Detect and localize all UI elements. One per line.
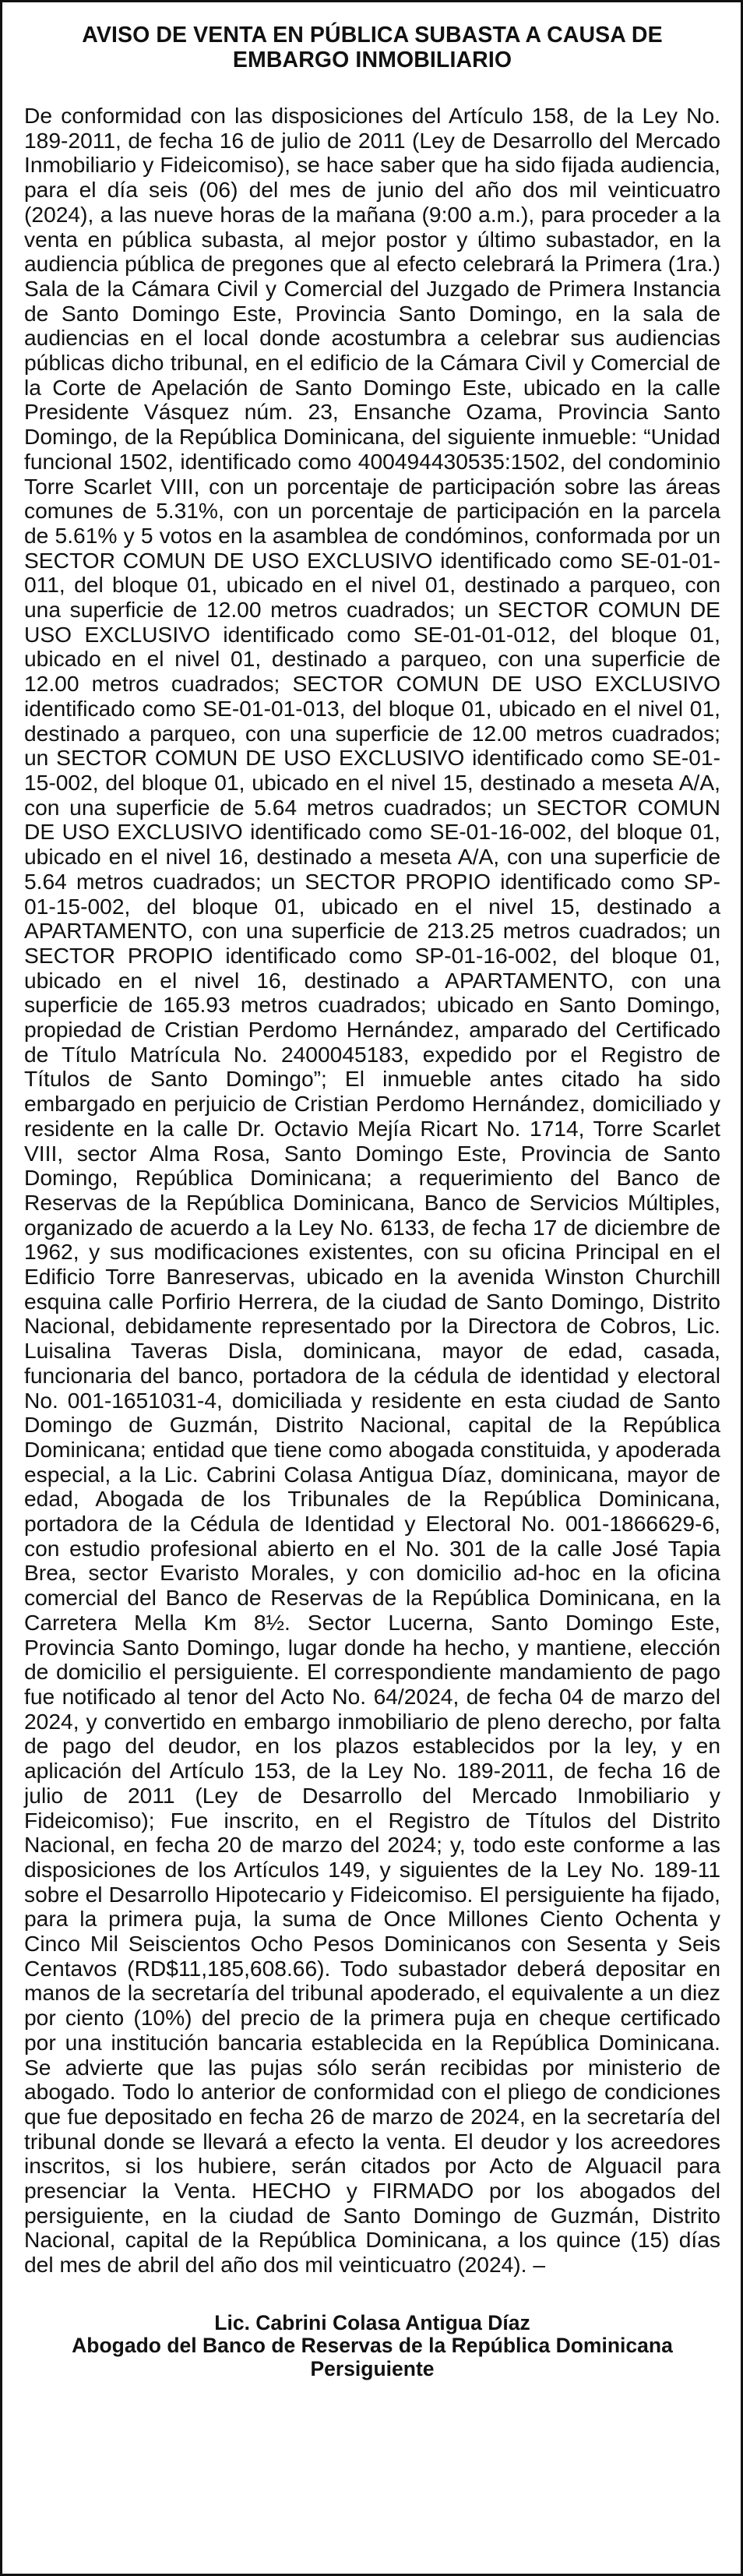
- signatory-name: Lic. Cabrini Colasa Antigua Díaz: [214, 2310, 530, 2334]
- signatory-party: Persiguiente: [310, 2356, 435, 2380]
- notice-title-line-2: EMBARGO INMOBILIARIO: [232, 48, 512, 72]
- notice-title: [24, 23, 720, 72]
- signatory-role: Abogado del Banco de Reservas de la República Dominicana: [72, 2334, 673, 2358]
- notice-body: De conformidad con las disposiciones del Artículo 158, de la Ley No. 189-2011, de fecha 16 de julio de 2011 (Ley de Desarrollo del Mercado Inmobiliario y Fideicomiso), se hace saber que ha sido fijada audiencia, para el día seis (06) del mes de junio del año dos mil veinticuatro (2024), a las nueve horas de la mañana (9:00 a.m.), para proceder a la venta en pública subasta, al mejor postor y último subastador, en la audiencia pública de pregones que al efecto celebrará la Primera (1ra.) Sala de la Cámara Civil y Comercial del Juzgado de Primera Instancia de Santo Domingo Este, Provincia Santo Domingo, en la sala de audiencias en el local donde acostumbra a celebrar sus audiencias públicas dicho tribunal, en el edificio de la Cámara Civil y Comercial de la Corte de Apelación de Santo Domingo Este, ubicado en la calle Presidente Vásquez núm. 23, Ensanche Ozama, Provincia Santo Domingo, de la República Dominicana, del siguiente inmueble: “Unidad funcional 1502, identificado como 400494430535:1502, del condominio Torre Scarlet VIII, con un porcentaje de participación sobre las áreas comunes de 5.31%, con un porcentaje de participación en la parcela de 5.61% y 5 votos en la asamblea de condóminos, conformada por un SECTOR COMUN DE USO EXCLUSIVO identificado como SE-01-01-011, del bloque 01, ubicado en el nivel 01, destinado a parqueo, con una superficie de 12.00 metros cuadrados; un SECTOR COMUN DE USO EXCLUSIVO identificado como SE-01-01-012, del bloque 01, ubicado en el nivel 01, destinado a parqueo, con una superficie de 12.00 metros cuadrados; SECTOR COMUN DE USO EXCLUSIVO identificado como SE-01-01-013, del bloque 01, ubicado en el nivel 01, destinado a parqueo, con una superficie de 12.00 metros cuadrados; un SECTOR COMUN DE USO EXCLUSIVO identificado como SE-01-15-002, del bloque 01, ubicado en el nivel 15, destinado a meseta A/A, con una superficie de 5.64 metros cuadrados; un SECTOR COMUN DE USO EXCLUSIVO identificado como SE-01-16-002, del bloque 01, ubicado en el nivel 16, destinado a meseta A/A, con una superficie de 5.64 metros cuadrados; un SECTOR PROPIO identificado como SP-01-15-002, del bloque 01, ubicado en el nivel 15, destinado a APARTAMENTO, con una superficie de 213.25 metros cuadrados; un SECTOR PROPIO identificado como SP-01-16-002, del bloque 01, ubicado en el nivel 16, destinado a APARTAMENTO, con una superficie de 165.93 metros cuadrados; ubicado en Santo Domingo, propiedad de Cristian Perdomo Hernández, amparado del Certificado de Título Matrícula No. 2400045183, expedido por el Registro de Títulos de Santo Domingo”; El inmueble antes citado ha sido embargado en perjuicio de Cristian Perdomo Hernández, domiciliado y residente en la calle Dr. Octavio Mejía Ricart No. 1714, Torre Scarlet VIII, sector Alma Rosa, Santo Domingo Este, Provincia de Santo Domingo, República Dominicana; a requerimiento del Banco de Reservas de la República Dominicana, Banco de Servicios Múltiples, organizado de acuerdo a la Ley No. 6133, de fecha 17 de diciembre de 1962, y sus modificaciones existentes, con su oficina Principal en el Edificio Torre Banreservas, ubicado en la avenida Winston Churchill esquina calle Porfirio Herrera, de la ciudad de Santo Domingo, Distrito Nacional, debidamente representado por la Directora de Cobros, Lic. Luisalina Taveras Disla, dominicana, mayor de edad, casada, funcionaria del banco, portadora de la cédula de identidad y electoral No. 001-1651031-4, domiciliada y residente en esta ciudad de Santo Domingo de Guzmán, Distrito Nacional, capital de la República Dominicana; entidad que tiene como abogada constituida, y apoderada especial, a la Lic. Cabrini Colasa Antigua Díaz, dominicana, mayor de edad, Abogada de los Tribunales de la República Dominicana, portadora de la Cédula de Identidad y Electoral No. 001-1866629-6, con estudio profesional abierto en el No. 301 de la calle José Tapia Brea, sector Evaristo Morales, y con domicilio ad-hoc en la oficina comercial del Banco de Reservas de la República Dominicana, en la Carretera Mella Km 8½. Sector Lucerna, Santo Domingo Este, Provincia Santo Domingo, lugar donde ha hecho, y mantiene, elección de domicilio el persiguiente. El correspondiente mandamiento de pago fue notificado al tenor del Acto No. 64/2024, de fecha 04 de marzo del 2024, y convertido en embargo inmobiliario de pleno derecho, por falta de pago del deudor, en los plazos establecidos por la ley, y en aplicación del Artículo 153, de la Ley No. 189-2011, de fecha 16 de julio de 2011 (Ley de Desarrollo del Mercado Inmobiliario y Fideicomiso); Fue inscrito, en el Registro de Títulos del Distrito Nacional, en fecha 20 de marzo del 2024; y, todo este conforme a las disposiciones de los Artículos 149, y siguientes de la Ley No. 189-11 sobre el Desarrollo Hipotecario y Fideicomiso. El persiguiente ha fijado, para la primera puja, la suma de Once Millones Ciento Ochenta y Cinco Mil Seiscientos Ocho Pesos Dominicanos con Sesenta y Seis Centavos (RD$11,185,608.66). Todo subastador deberá depositar en manos de la secretaría del tribunal apoderado, el equivalente a un diez por ciento (10%) del precio de la primera puja en cheque certificado por una institución bancaria establecida en la República Dominicana. Se advierte que las pujas sólo serán recibidas por ministerio de abogado. Todo lo anterior de conformidad con el pliego de condiciones que fue depositado en fecha 26 de marzo de 2024, en la secretaría del tribunal donde se llevará a efecto la venta. El deudor y los acreedores inscritos, si los hubiere, serán citados por Acto de Alguacil para presenciar la Venta. HECHO y FIRMADO por los abogados del persiguiente, en la ciudad de Santo Domingo de Guzmán, Distrito Nacional, capital de la República Dominicana, a los quince (15) días del mes de abril del año dos mil veinticuatro (2024). –: [24, 103, 720, 2278]
- notice-title-line-1: AVISO DE VENTA EN PÚBLICA SUBASTA A CAUSA DE: [82, 23, 663, 48]
- signature-block: [24, 2312, 720, 2381]
